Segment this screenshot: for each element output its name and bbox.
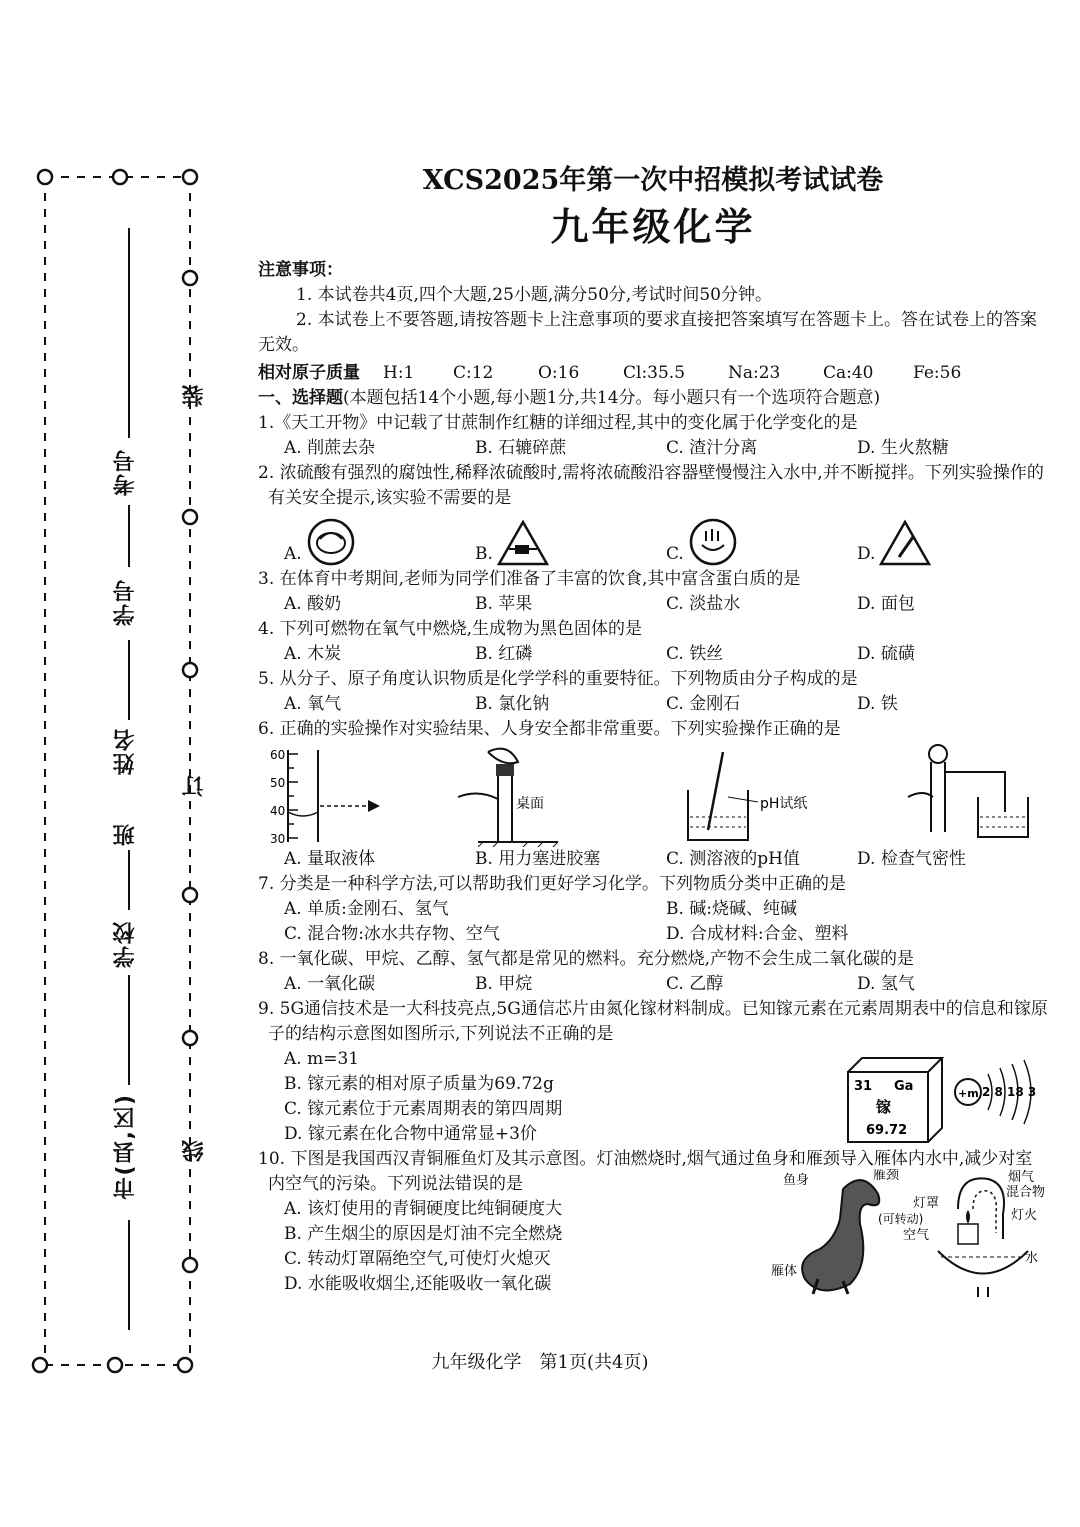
lamp-body-label: 雁体: [771, 1264, 798, 1279]
question-9-body: [258, 1047, 1048, 1147]
ph-paper-label: pH试纸: [760, 796, 808, 812]
ga-symbol: Ga: [894, 1079, 914, 1094]
question-2-options: [258, 511, 1048, 567]
option: C. 金刚石: [666, 694, 741, 714]
seal-pack-char: 线: [181, 1140, 207, 1162]
option: C. 混合物:冰水共存物、空气: [284, 924, 500, 944]
exam-content: [258, 160, 1048, 1297]
ga-name: 镓: [876, 1098, 892, 1116]
option: D. 合成材料:合金、塑料: [666, 924, 849, 944]
city-line: [128, 1220, 130, 1330]
question-1-options: [258, 436, 1048, 461]
lamp-rotate-label: (可转动): [878, 1212, 924, 1226]
option: B. 氯化钠: [475, 694, 550, 714]
mass-c: C:12: [453, 363, 494, 383]
notes-item-2: 2. 本试卷上不要答题,请按答题卡上注意事项的要求直接把答案填写在答题卡上。答在试卷上的答案无效。: [258, 310, 1038, 355]
question-9-stem: 9. 5G通信技术是一大科技亮点,5G通信芯片由氮化镓材料制成。已知镓元素在元素周期表中的信息和镓原子的结构示意图如图所示,下列说法不正确的是: [258, 999, 1048, 1044]
name-label: 姓名: [113, 727, 138, 775]
option: B. 甲烷: [475, 974, 533, 994]
mass-fe: Fe:56: [913, 363, 962, 383]
question-10-stem: 10. 下图是我国西汉青铜雁鱼灯及其示意图。灯油燃烧时,烟气通过鱼身和雁颈导入雁体内水中,减少对室内空气的污染。下列说法错误的是: [258, 1149, 1033, 1194]
option: C. 淡盐水: [666, 594, 741, 614]
exam-title: XCS2025年第一次中招模拟考试试卷: [422, 165, 884, 196]
option: D. 面包: [857, 594, 915, 614]
question-2-stem: 2. 浓硫酸有强烈的腐蚀性,稀释浓硫酸时,需将浓硫酸沿容器壁慢慢注入水中,并不断搅拌。下列实验操作的有关安全提示,该实验不需要的是: [258, 463, 1044, 508]
option: C. 渣汁分离: [666, 438, 758, 458]
option: B. 产生烟尘的原因是灯油不完全燃烧: [284, 1224, 563, 1244]
option: A. 氧气: [284, 694, 342, 714]
option: A. 一氧化碳: [284, 974, 376, 994]
question-7-options-row1: [258, 897, 1048, 922]
lamp-water-label: 水: [1025, 1251, 1039, 1266]
question-6-figures: [258, 742, 1048, 847]
nucleus-label: +m: [958, 1087, 979, 1100]
option: D. 生火熬糖: [857, 438, 949, 458]
question-4-options: [258, 642, 1048, 667]
mass-na: Na:23: [728, 363, 781, 383]
lab-operations-figure: [258, 742, 1048, 847]
question-3-options: [258, 592, 1048, 617]
option: A. 该灯使用的青铜硬度比纯铜硬度大: [284, 1199, 563, 1219]
section-heading: [258, 386, 1048, 411]
name-line: [128, 640, 130, 720]
class-line: [128, 850, 130, 910]
option: B. 石辘碎蔗: [475, 438, 567, 458]
seal-line-char: 装: [181, 385, 207, 407]
gallium-figure: [838, 1052, 1048, 1147]
question-7-stem: 7. 分类是一种科学方法,可以帮助我们更好学习化学。下列物质分类中正确的是: [258, 874, 847, 894]
hand-wash-icon: [688, 517, 738, 567]
mass-cl: Cl:35.5: [623, 363, 686, 383]
option: B. 红磷: [475, 644, 533, 664]
school-line: [128, 975, 130, 1085]
option-d: D.: [857, 519, 1048, 567]
option: B. 镓元素的相对原子质量为69.72g: [284, 1074, 554, 1094]
option: A. 削蔗去杂: [284, 438, 376, 458]
option: D. 镓元素在化合物中通常显+3价: [284, 1124, 537, 1144]
desk-label: 桌面: [516, 796, 544, 812]
mass-h: H:1: [383, 363, 415, 383]
city-label: 市(县,区): [113, 1093, 138, 1200]
mass-o: O:16: [538, 363, 580, 383]
option: C. 测溶液的pH值: [666, 849, 800, 869]
student-number-label: 学号: [113, 578, 138, 626]
lamp-smoke-label: 烟气: [1008, 1170, 1035, 1185]
ga-mass: 69.72: [866, 1123, 908, 1138]
option: C. 转动灯罩隔绝空气,可使灯火熄灭: [284, 1249, 551, 1269]
option: D. 检查气密性: [857, 849, 966, 869]
option: A. 单质:金刚石、氢气: [284, 899, 449, 919]
section-desc: (本题包括14个小题,每小题1分,共14分。每小题只有一个选项符合题意): [343, 388, 881, 408]
question-4-stem: 4. 下列可燃物在氧气中燃烧,生成物为黑色固体的是: [258, 619, 643, 639]
question-8-stem: 8. 一氧化碳、甲烷、乙醇、氢气都是常见的燃料。充分燃烧,产物不会生成二氧化碳的是: [258, 949, 915, 969]
option: B. 用力塞进胶塞: [475, 849, 601, 869]
lamp-fish-label: 鱼身: [783, 1173, 810, 1188]
notes-heading: 注意事项：: [258, 260, 343, 280]
binding-margin: [0, 0, 230, 1400]
mass-ca: Ca:40: [823, 363, 874, 383]
option: A. 量取液体: [284, 849, 376, 869]
atomic-masses: [258, 361, 1048, 386]
class-label: 班: [113, 822, 138, 846]
lamp-fire-label: 灯火: [1011, 1208, 1038, 1223]
cylinder-tick: 50: [270, 776, 286, 790]
cylinder-tick: 60: [270, 748, 286, 762]
cylinder-tick: 30: [270, 832, 286, 846]
lamp-neck-label: 雁颈: [873, 1169, 900, 1183]
option: D. 铁: [857, 694, 898, 714]
lamp-shade-label: 灯罩: [913, 1196, 940, 1211]
exam-number-label: 考号: [113, 448, 138, 496]
question-7-options-row2: [258, 922, 1048, 947]
goose-fish-lamp-figure: [763, 1169, 1053, 1299]
student-number-line: [128, 505, 130, 567]
question-5-stem: 5. 从分子、原子角度认识物质是化学学科的重要特征。下列物质由分子构成的是: [258, 669, 858, 689]
cylinder-tick: 40: [270, 804, 286, 818]
exam-number-line: [128, 228, 130, 438]
option: B. 苹果: [475, 594, 533, 614]
option: B. 碱:烧碱、纯碱: [666, 899, 798, 919]
option: C. 铁丝: [666, 644, 724, 664]
question-1-stem: 1.《天工开物》中记载了甘蔗制作红糖的详细过程,其中的变化属于化学变化的是: [258, 413, 858, 433]
question-6-stem: 6. 正确的实验操作对实验结果、人身安全都非常重要。下列实验操作正确的是: [258, 719, 841, 739]
lamp-mix-label: 混合物: [1006, 1185, 1046, 1200]
option-a: A.: [284, 517, 475, 567]
goggles-icon: [306, 517, 356, 567]
seal-bind-char: 订: [181, 775, 207, 797]
question-6-options: [258, 847, 1048, 872]
electric-hazard-icon: [497, 519, 549, 567]
option: D. 氢气: [857, 974, 915, 994]
option-c: C.: [666, 517, 857, 567]
question-8-options: [258, 972, 1048, 997]
atomic-masses-label: 相对原子质量: [258, 363, 360, 383]
option: C. 乙醇: [666, 974, 724, 994]
sharp-object-icon: [879, 519, 931, 567]
ga-number: 31: [854, 1079, 873, 1094]
option-b: B.: [475, 519, 666, 567]
option: A. 酸奶: [284, 594, 342, 614]
notes-item-1: 1. 本试卷共4页,四个大题,25小题,满分50分,考试时间50分钟。: [296, 285, 772, 305]
option: A. m=31: [284, 1049, 360, 1069]
lamp-air-label: 空气: [903, 1228, 930, 1243]
shell-electrons: 2 8 18 3: [982, 1085, 1037, 1099]
subject-title: 九年级化学: [550, 204, 756, 249]
school-label: 学校: [113, 920, 138, 968]
question-3-stem: 3. 在体育中考期间,老师为同学们准备了丰富的饮食,其中富含蛋白质的是: [258, 569, 801, 589]
option: A. 木炭: [284, 644, 342, 664]
option: D. 硫磺: [857, 644, 915, 664]
option: C. 镓元素位于元素周期表的第四周期: [284, 1099, 563, 1119]
option: D. 水能吸收烟尘,还能吸收一氧化碳: [284, 1274, 552, 1294]
page-footer: 九年级化学 第1页(共4页): [431, 1352, 649, 1373]
section-title: 一、选择题: [258, 388, 343, 408]
question-5-options: [258, 692, 1048, 717]
